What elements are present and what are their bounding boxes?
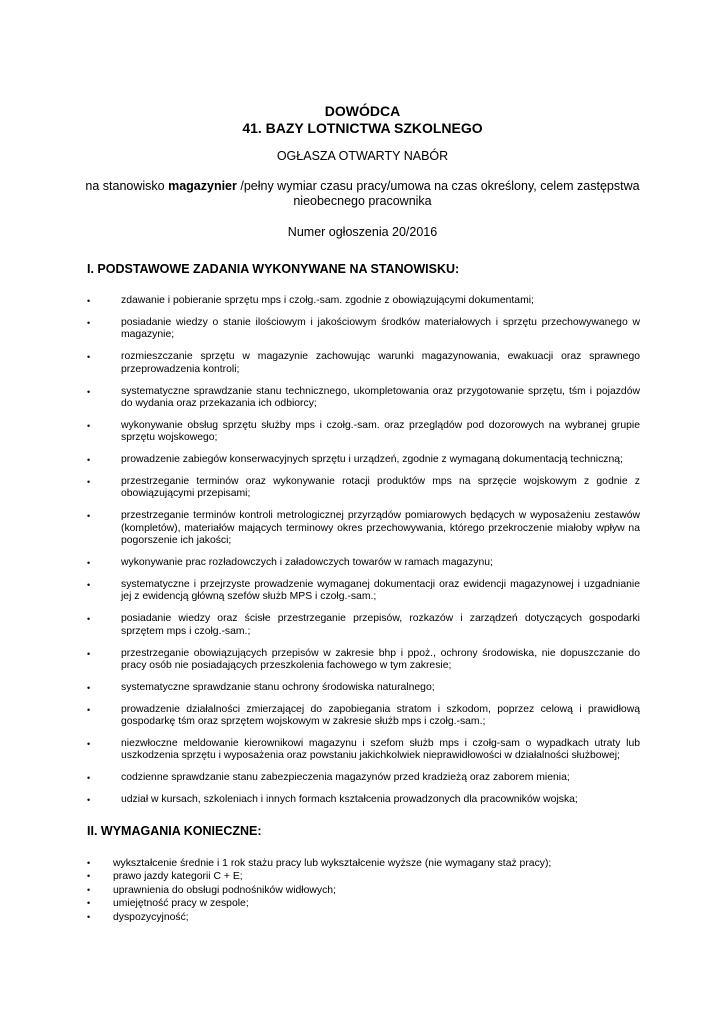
list-item-text: systematyczne sprawdzanie stanu ochrony środowiska naturalnego; xyxy=(121,681,435,693)
bullet-icon: • xyxy=(87,648,91,659)
list-item-text: posiadanie wiedzy o stanie ilościowym i jakościowym środków materiałowych i sprzętu przechowywanego w magazynie; xyxy=(121,316,640,341)
bullet-icon: • xyxy=(87,704,91,715)
list-item-text: przestrzeganie terminów oraz wykonywanie rotacji produktów mps na sprzęcie wojskowym z godnie z obowiązującymi przepisami; xyxy=(121,476,640,500)
list-item-text: przestrzeganie obowiązujących przepisów w zakresie bhp i ppoż., ochrony środowiska, nie dopuszczanie do pracy osób nie posiadających przeszkolenia fachowego w tym zakresie; xyxy=(121,647,640,671)
list-item-text: udział w kursach, szkoleniach i innych formach kształcenia prowadzonych dla pracowników wojska; xyxy=(121,794,578,806)
list-item-text: prowadzenie zabiegów konserwacyjnych sprzętu i urządzeń, zgodnie z wymaganą dokumentacją techniczną; xyxy=(121,454,623,466)
list-item-text: rozmieszczanie sprzętu w magazynie zachowując warunki magazynowania, ewakuacji oraz sprawnego przeprowadzenia kontroli; xyxy=(121,351,640,375)
bullet-icon: • xyxy=(87,614,91,625)
section-heading-tasks: I. PODSTAWOWE ZADANIA WYKONYWANE NA STANOWISKU: xyxy=(87,262,460,276)
list-item xyxy=(87,476,640,501)
bullet-icon: • xyxy=(87,317,91,328)
position-name: magazynier xyxy=(168,179,237,193)
position-suffix: /pełny wymiar czasu pracy/umowa na czas określony, celem zastępstwa nieobecnego pracownika xyxy=(236,179,640,208)
list-item xyxy=(87,510,640,547)
list-item xyxy=(87,454,640,466)
list-item-text: przestrzeganie terminów kontroli metrologicznej przyrządów pomiarowych będących w wyposażeniu zestawów (kompletów), materiałów mających terminowy okres przechowywania, którego przekroczenie miałoby wpływ na pogorszenie ich jakości; xyxy=(121,510,640,546)
list-item xyxy=(87,613,640,638)
tasks-list xyxy=(87,295,640,816)
list-item-text: systematyczne sprawdzanie stanu technicznego, ukompletowania oraz przygotowanie sprzętu, tśm i pojazdów do wydania oraz przekazania ich odbiorcy; xyxy=(121,385,640,409)
list-item xyxy=(87,704,640,729)
bullet-icon: • xyxy=(87,682,91,693)
bullet-icon: • xyxy=(87,579,91,590)
list-item-text: prawo jazdy kategorii C + E; xyxy=(113,871,243,883)
list-item xyxy=(87,857,640,870)
title-commander: DOWÓDCA xyxy=(324,103,401,119)
list-item-text: wykształcenie średnie i 1 rok stażu pracy lub wykształcenie wyższe (nie wymagany staż pracy); xyxy=(113,858,552,869)
bullet-icon: • xyxy=(87,911,91,922)
list-item xyxy=(87,351,640,376)
list-item-text: umiejętność pracy w zespole; xyxy=(113,898,249,910)
bullet-icon: • xyxy=(87,420,91,431)
list-item xyxy=(87,884,640,897)
bullet-icon: • xyxy=(87,898,91,909)
list-item xyxy=(87,557,640,569)
requirements-list xyxy=(87,857,640,924)
list-item-text: systematyczne i przejrzyste prowadzenie wymaganej dokumentacji oraz ewidencji magazynowej i uzgadnianie jej z ewidencją główną szefów służb MPS i czołg.-sam.; xyxy=(121,578,640,603)
announcement-line: OGŁASZA OTWARTY NABÓR xyxy=(276,149,449,163)
position-description xyxy=(60,179,665,209)
list-item xyxy=(87,295,640,307)
list-item xyxy=(87,897,640,910)
announcement-number: Numer ogłoszenia 20/2016 xyxy=(287,225,438,239)
list-item-text: uprawnienia do obsługi podnośników widłowych; xyxy=(113,884,336,896)
list-item-text: prowadzenie działalności zmierzającej do zapobiegania stratom i szkodom, poprzez celową i prawidłową gospodarkę tśm oraz sprzętem wojskowym w zakresie służb mps i czołg.-sam.; xyxy=(121,703,640,728)
bullet-icon: • xyxy=(87,858,91,868)
bullet-icon: • xyxy=(87,739,91,750)
list-item xyxy=(87,420,640,445)
list-item-text: zdawanie i pobieranie sprzętu mps i czołg.-sam. zgodnie z obowiązującymi dokumentami; xyxy=(121,295,534,306)
list-item xyxy=(87,911,640,924)
list-item xyxy=(87,386,640,411)
list-item-text: codzienne sprawdzanie stanu zabezpieczenia magazynów przed kradzieżą oraz zaborem mienia; xyxy=(121,772,570,784)
list-item-text: dyspozycyjność; xyxy=(113,911,189,923)
list-item xyxy=(87,794,640,806)
bullet-icon: • xyxy=(87,477,91,488)
list-item-text: wykonywanie prac rozładowczych i załadowczych towarów w ramach magazynu; xyxy=(121,556,493,568)
bullet-icon: • xyxy=(87,884,91,895)
bullet-icon: • xyxy=(87,773,91,784)
bullet-icon: • xyxy=(87,386,91,397)
list-item-text: posiadanie wiedzy oraz ścisłe przestrzeganie przepisów, rozkazów i zarządzeń dotyczących gospodarki sprzętem mps i czołg.-sam.; xyxy=(121,613,640,637)
position-prefix: na stanowisko xyxy=(85,179,169,193)
list-item xyxy=(87,648,640,673)
list-item xyxy=(87,682,640,694)
bullet-icon: • xyxy=(87,795,91,806)
list-item xyxy=(87,738,640,763)
list-item xyxy=(87,870,640,883)
section-heading-requirements: II. WYMAGANIA KONIECZNE: xyxy=(87,824,262,838)
bullet-icon: • xyxy=(87,296,91,306)
bullet-icon: • xyxy=(87,352,91,363)
list-item-text: niezwłoczne meldowanie kierownikowi magazynu i szefom służb mps i czołg-sam o wypadkach utraty lub uszkodzenia sprzętu i wyposażenia oraz powstaniu jakichkolwiek nieprawidłowości w działalności służbowej; xyxy=(121,738,640,762)
list-item-text: wykonywanie obsług sprzętu służby mps i czołg.-sam. oraz przeglądów pod dozorowych na wybranej grupie sprzętu wojskowego; xyxy=(121,419,640,444)
bullet-icon: • xyxy=(87,871,91,882)
list-item xyxy=(87,579,640,604)
title-base-name: 41. BAZY LOTNICTWA SZKOLNEGO xyxy=(242,120,483,136)
bullet-icon: • xyxy=(87,511,91,522)
bullet-icon: • xyxy=(87,455,91,466)
bullet-icon: • xyxy=(87,557,91,568)
list-item xyxy=(87,772,640,784)
list-item xyxy=(87,317,640,342)
